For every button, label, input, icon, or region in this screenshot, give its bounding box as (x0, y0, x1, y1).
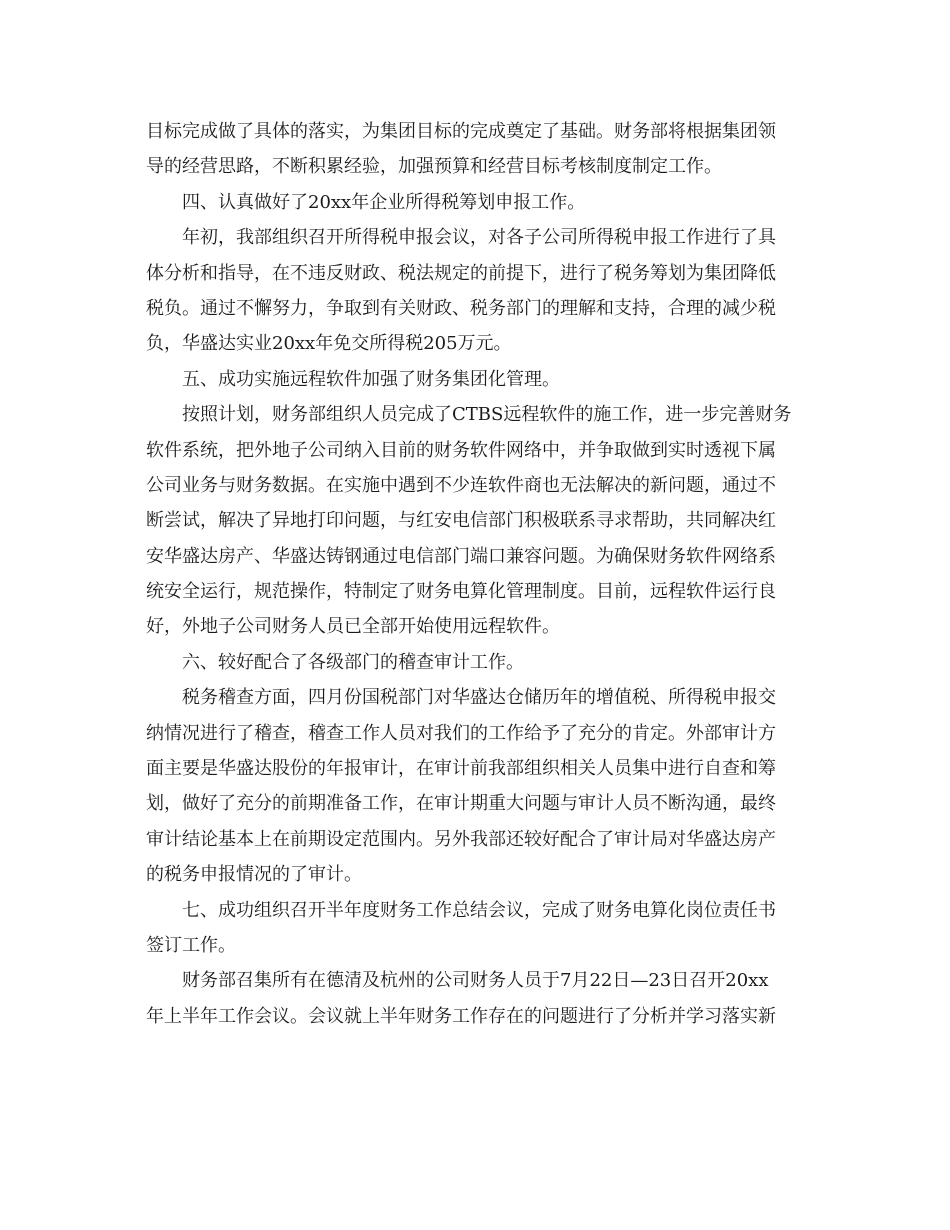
text-line: 财务部召集所有在德清及杭州的公司财务人员于7月22日—23日召开20xx (182, 970, 769, 992)
text-line: 体分析和指导，在不违反财政、税法规定的前提下，进行了税务筹划为集团降低 (146, 262, 776, 284)
text-line: 年上半年工作会议。会议就上半年财务工作存在的问题进行了分析并学习落实新 (146, 1005, 776, 1027)
section-heading: 四、认真做好了20xx年企业所得税筹划申报工作。 (182, 191, 586, 213)
section-heading-continued: 签订工作。 (146, 934, 236, 956)
text-line: 税务稽查方面，四月份国税部门对华盛达仓储历年的增值税、所得税申报交 (182, 687, 776, 709)
text-line: 安华盛达房产、华盛达铸钢通过电信部门端口兼容问题。为确保财务软件网络系 (146, 545, 776, 567)
text-line: 断尝试，解决了异地打印问题，与红安电信部门积极联系寻求帮助，共同解决红 (146, 510, 776, 532)
text-line: 年初，我部组织召开所得税申报会议，对各子公司所得税申报工作进行了具 (182, 227, 776, 249)
text-line: 的税务申报情况的了审计。 (146, 864, 362, 886)
text-line: 按照计划，财务部组织人员完成了CTBS远程软件的施工作，进一步完善财务 (182, 404, 792, 426)
text-line: 好，外地子公司财务人员已全部开始使用远程软件。 (146, 616, 560, 638)
text-line: 划，做好了充分的前期准备工作，在审计期重大问题与审计人员不断沟通，最终 (146, 793, 776, 815)
text-line: 软件系统，把外地子公司纳入目前的财务软件网络中，并争取做到实时透视下属 (146, 439, 776, 461)
document-body (146, 114, 808, 1034)
section-heading: 七、成功组织召开半年度财务工作总结会议，完成了财务电算化岗位责任书 (182, 899, 776, 921)
text-line: 税负。通过不懈努力，争取到有关财政、税务部门的理解和支持，合理的减少税 (146, 297, 776, 319)
text-line: 目标完成做了具体的落实，为集团目标的完成奠定了基础。财务部将根据集团领 (146, 121, 776, 142)
text-line: 审计结论基本上在前期设定范围内。另外我部还较好配合了审计局对华盛达房产 (146, 828, 776, 850)
text-line: 纳情况进行了稽查，稽查工作人员对我们的工作给予了充分的肯定。外部审计方 (146, 722, 776, 744)
section-heading: 五、成功实施远程软件加强了财务集团化管理。 (182, 368, 560, 390)
text-line: 统安全运行，规范操作，特制定了财务电算化管理制度。目前，远程软件运行良 (146, 581, 776, 603)
text-line: 面主要是华盛达股份的年报审计，在审计前我部组织相关人员集中进行自查和筹 (146, 758, 776, 780)
text-line: 导的经营思路，不断积累经验，加强预算和经营目标考核制度制定工作。 (146, 156, 722, 178)
text-line: 公司业务与财务数据。在实施中遇到不少连软件商也无法解决的新问题，通过不 (146, 474, 776, 496)
section-heading: 六、较好配合了各级部门的稽查审计工作。 (182, 651, 524, 673)
text-line: 负，华盛达实业20xx年免交所得税205万元。 (146, 333, 512, 355)
